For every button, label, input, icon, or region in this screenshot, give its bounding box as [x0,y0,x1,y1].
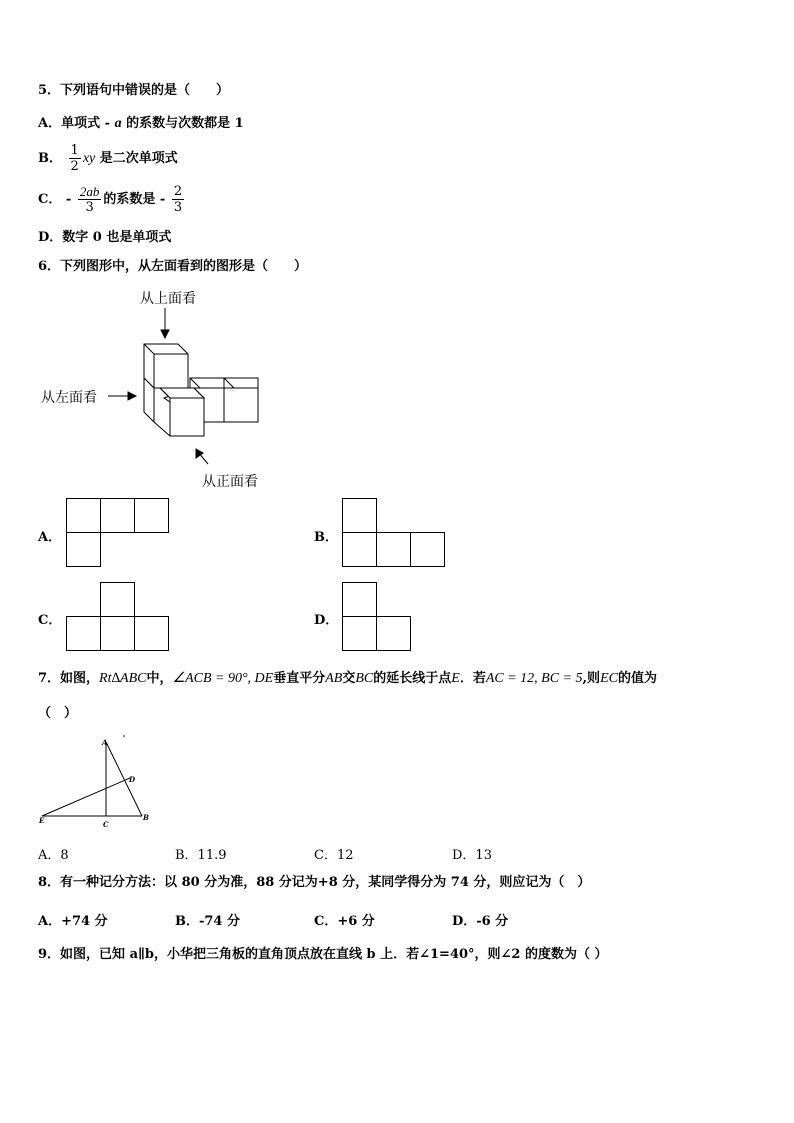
fraction: $\frac{2ab}{3}$ [79,184,100,215]
q8-choice-d: D．-6 分 [452,914,509,929]
q7-paren: （ ） [38,706,78,721]
fraction: $\frac{2}{3}$ [173,184,183,215]
q7-stem: 7．如图，Rt∆ABC中，∠ACB = 90°, DE垂直平分AB交BC的延长线于点E．若AC = 12, BC = 5,则EC的值为 [38,671,657,686]
fig-label-d: D [129,775,136,784]
q7-choice-a: A．8 [38,848,69,863]
q5-option-a: A．单项式 - a 的系数与次数都是 1 [38,116,244,131]
q6-option-d-figure [342,582,414,654]
fig-label-b: B [143,813,149,822]
q6-option-d-label: D． [314,613,339,628]
label-from-left: 从左面看 [41,390,97,406]
q6-stem: 6．下列图形中，从左面看到的图形是（ ） [38,259,308,274]
q6-option-b-figure [342,498,446,570]
fig-label-a: A [102,738,108,747]
fig-label-c: C [103,820,109,829]
label-from-top: 从上面看 [140,291,196,307]
cube-stack-figure [100,300,280,470]
q8-choice-c: C．+6 分 [314,914,375,929]
q6-option-c-figure [66,582,170,654]
q8-choice-b: B．-74 分 [175,914,241,929]
q6-option-a-figure [66,498,170,570]
q9-stem: 9．如图，已知 a∥b，小华把三角板的直角顶点放在直线 b 上．若∠1=40°，则∠2 的度数为（ ） [38,947,608,962]
q8-stem: 8．有一种记分方法：以 80 分为准，88 分记为+8 分，某同学得分为 74 分，则应记为（ ） [38,875,591,890]
q7-choice-c: C．12 [314,848,354,863]
q5-option-c: C． - $\frac{2ab}{3}$ 的系数是 - $\frac{2}{3}$ [38,184,183,215]
fig-label-e: E [39,816,45,825]
q5-option-b: B． $\frac{1}{2}$ xy 是二次单项式 [38,143,178,174]
fraction: $\frac{1}{2}$ [70,143,79,174]
q8-choice-a: A．+74 分 [38,914,108,929]
label-from-front: 从正面看 [202,474,258,490]
q6-option-b-label: B． [314,530,338,545]
q5-stem: 5．下列语句中错误的是（ ） [38,83,230,98]
q7-triangle-figure [36,734,166,834]
q5-option-d: D．数字 0 也是单项式 [38,230,172,245]
q6-option-a-label: A． [38,530,62,545]
q6-option-c-label: C． [38,613,62,628]
q7-choice-d: D．13 [452,848,492,863]
q7-choice-b: B．11.9 [175,848,227,863]
